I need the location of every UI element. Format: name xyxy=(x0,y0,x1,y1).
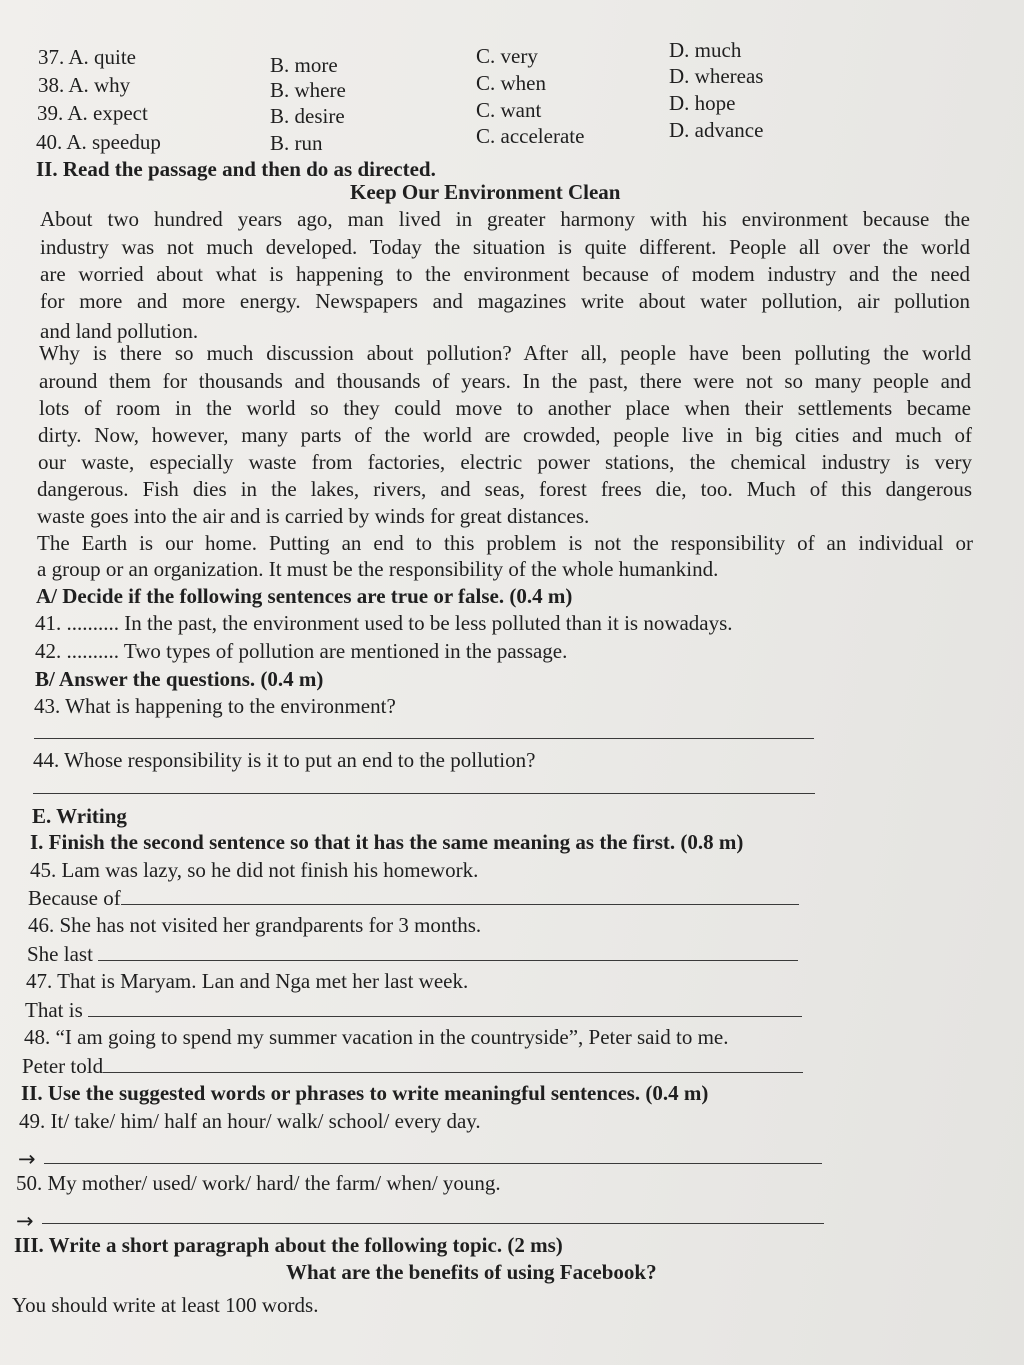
question-44: 44. Whose responsibility is it to put an end to the pollution? xyxy=(33,748,536,772)
passage-line: are worried about what is happening to the environment because of modem industry and the need xyxy=(40,262,970,286)
passage-line: dirty. Now, however, many parts of the world are crowded, people live in big cities and much of xyxy=(38,423,972,447)
passage-line: a group or an organization. It must be the responsibility of the whole humankind. xyxy=(37,557,719,581)
answer-line-44[interactable] xyxy=(33,793,815,794)
writing-section-1-heading: I. Finish the second sentence so that it has the same meaning as the first. (0.8 m) xyxy=(30,830,744,854)
question-49: 49. It/ take/ him/ half an hour/ walk/ school/ every day. xyxy=(19,1109,481,1133)
answer-prefix-46: She last xyxy=(27,942,93,966)
essay-topic: What are the benefits of using Facebook? xyxy=(286,1260,657,1284)
option-39-b: B. desire xyxy=(270,104,345,128)
answer-line-50[interactable] xyxy=(42,1223,824,1224)
arrow-icon: → xyxy=(16,1209,34,1233)
passage-line: Why is there so much discussion about pollution? After all, people have been polluting the world xyxy=(39,341,971,365)
answer-line-43[interactable] xyxy=(34,738,814,739)
option-38-c: C. when xyxy=(476,71,546,95)
arrow-icon: → xyxy=(18,1147,36,1171)
writing-section-3-heading: III. Write a short paragraph about the following topic. (2 ms) xyxy=(14,1233,563,1257)
option-40-b: B. run xyxy=(270,131,323,155)
passage-line: lots of room in the world so they could move to another place when their settlements became xyxy=(39,396,971,420)
option-37-c: C. very xyxy=(476,44,538,68)
answer-prompt-45 xyxy=(28,885,799,911)
answer-line-48[interactable] xyxy=(103,1054,803,1073)
option-40-a: 40. A. speedup xyxy=(36,130,161,154)
answer-prompt-47 xyxy=(25,997,802,1023)
answer-prompt-48 xyxy=(22,1053,803,1079)
option-37-d: D. much xyxy=(669,38,742,62)
passage-line: waste goes into the air and is carried by winds for great distances. xyxy=(37,504,590,528)
option-39-d: D. hope xyxy=(669,91,736,115)
passage-line: around them for thousands and thousands of years. In the past, there were not so many people and xyxy=(39,369,971,393)
option-38-a: 38. A. why xyxy=(38,73,131,97)
part-b-heading: B/ Answer the questions. (0.4 m) xyxy=(35,667,324,691)
question-47: 47. That is Maryam. Lan and Nga met her last week. xyxy=(26,969,469,993)
question-43: 43. What is happening to the environment? xyxy=(34,694,396,718)
passage-title: Keep Our Environment Clean xyxy=(350,180,621,204)
passage-line: The Earth is our home. Putting an end to this problem is not the responsibility of an individual or xyxy=(37,531,973,555)
passage-line: industry was not much developed. Today the situation is quite different. People all over the world xyxy=(40,235,970,259)
option-37-b: B. more xyxy=(270,53,338,77)
passage-line: dangerous. Fish dies in the lakes, rivers, and seas, forest frees die, too. Much of this dangerous xyxy=(37,477,972,501)
passage-line: and land pollution. xyxy=(40,319,199,343)
question-42: 42. .......... Two types of pollution are mentioned in the passage. xyxy=(35,639,568,663)
part-a-heading: A/ Decide if the following sentences are true or false. (0.4 m) xyxy=(36,584,573,608)
answer-line-46[interactable] xyxy=(98,942,798,961)
question-45: 45. Lam was lazy, so he did not finish his homework. xyxy=(30,858,479,882)
option-40-d: D. advance xyxy=(669,118,764,142)
writing-section-2-heading: II. Use the suggested words or phrases to write meaningful sentences. (0.4 m) xyxy=(21,1081,709,1105)
option-38-b: B. where xyxy=(270,78,346,102)
question-46: 46. She has not visited her grandparents for 3 months. xyxy=(28,913,482,937)
answer-prefix-45: Because of xyxy=(28,886,121,910)
option-39-a: 39. A. expect xyxy=(37,101,148,125)
answer-prefix-47: That is xyxy=(25,998,83,1022)
answer-prefix-48: Peter told xyxy=(22,1054,104,1078)
writing-heading: E. Writing xyxy=(32,804,127,828)
answer-prompt-46 xyxy=(27,941,798,967)
passage-line: our waste, especially waste from factories, electric power stations, the chemical industry is very xyxy=(38,450,972,474)
reading-heading: II. Read the passage and then do as directed. xyxy=(36,157,436,181)
answer-line-47[interactable] xyxy=(88,998,802,1017)
option-40-c: C. accelerate xyxy=(476,124,585,148)
question-41: 41. .......... In the past, the environment used to be less polluted than it is nowadays. xyxy=(35,611,733,635)
essay-instruction: You should write at least 100 words. xyxy=(12,1293,319,1317)
question-50: 50. My mother/ used/ work/ hard/ the farm/ when/ young. xyxy=(16,1171,501,1195)
option-39-c: C. want xyxy=(476,98,542,122)
passage-line: for more and more energy. Newspapers and magazines write about water pollution, air pollution xyxy=(40,289,970,313)
answer-line-49[interactable] xyxy=(44,1163,822,1164)
answer-line-45[interactable] xyxy=(121,886,799,905)
question-48: 48. “I am going to spend my summer vacation in the countryside”, Peter said to me. xyxy=(24,1025,729,1049)
option-37-a: 37. A. quite xyxy=(38,45,136,69)
option-38-d: D. whereas xyxy=(669,64,764,88)
passage-line: About two hundred years ago, man lived in greater harmony with his environment because the xyxy=(40,207,970,231)
